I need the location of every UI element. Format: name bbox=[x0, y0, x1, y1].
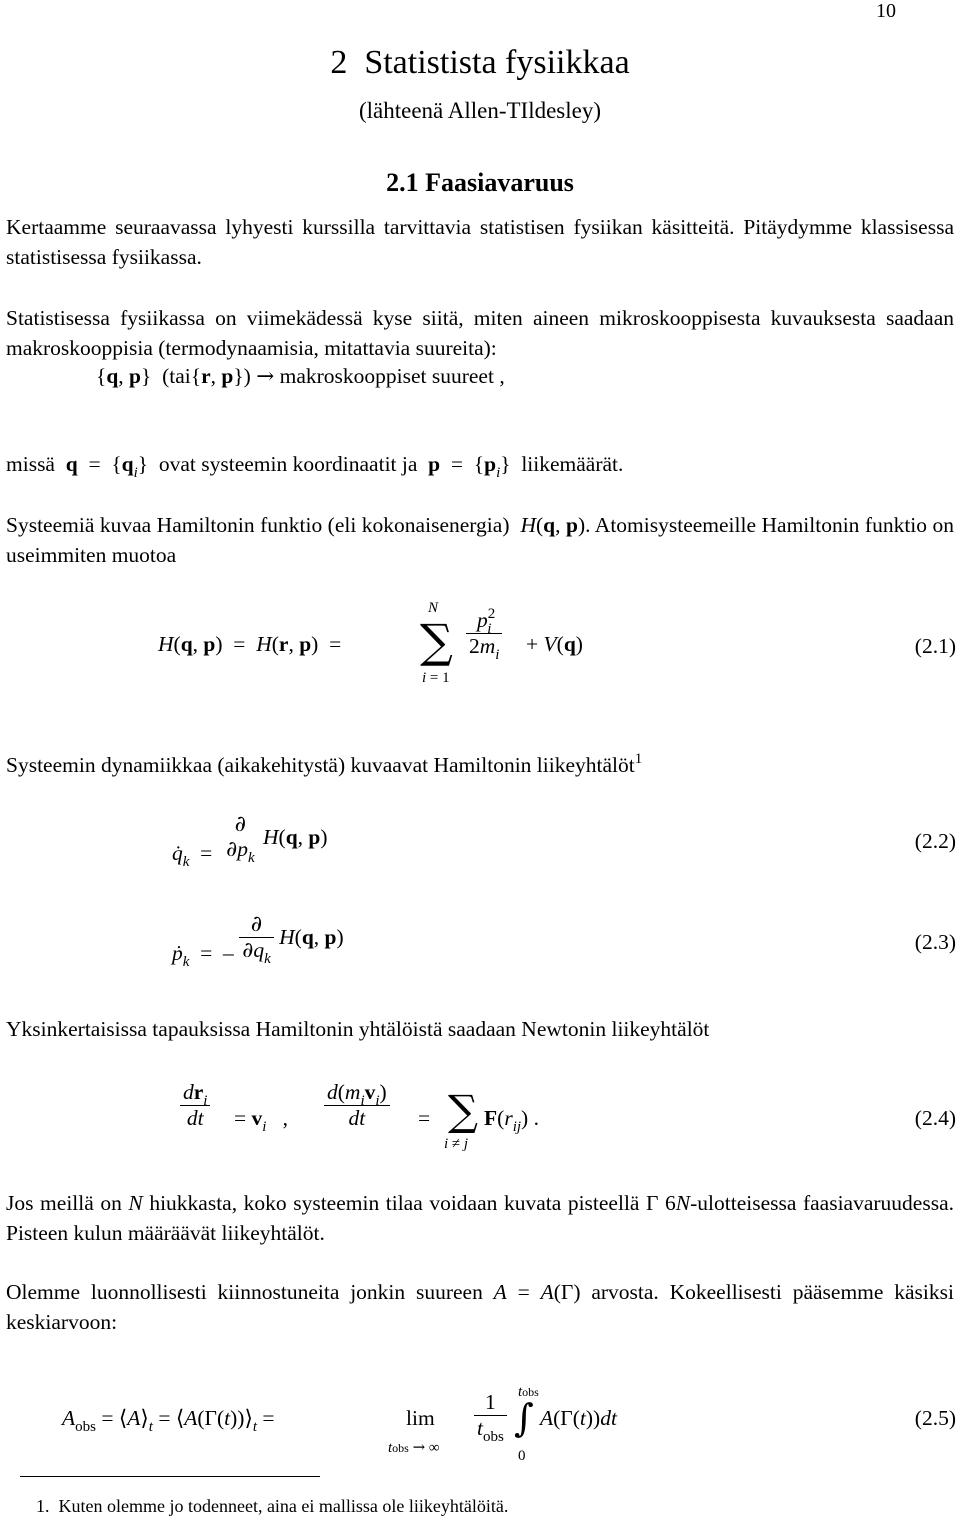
equation-number-2-3: (2.3) bbox=[914, 930, 956, 954]
sum-symbol: ∑ bbox=[420, 614, 453, 668]
footnote-text: Kuten olemme jo todenneet, aina ei mallissa ole liikeyhtälöitä. bbox=[58, 1496, 509, 1516]
chapter-heading bbox=[0, 44, 960, 82]
section-heading bbox=[0, 168, 960, 198]
paragraph-hamiltonian: Systeemiä kuvaa Hamiltonin funktio (eli kokonaisenergia) H(q, p). Atomisysteemeille Hamiltonin funktio on useimmiten muotoa bbox=[6, 513, 955, 567]
equation-2-3: ṗ$_k$ = – $\frac{\partial}{\partial q_k}$ H(q, p) bbox=[172, 912, 344, 971]
paragraph-newton: Yksinkertaisissa tapauksissa Hamiltonin yhtälöistä saadaan Newtonin liikeyhtälöt bbox=[6, 1017, 710, 1041]
paragraph-statistical-physics: Statistisessa fysiikassa on viimekädessä kyse siitä, miten aineen mikroskooppisesta kuvauksesta saadaan makroskooppisia (termodynaamisia, mitattavia suureita): bbox=[6, 306, 954, 360]
footnote-mark: 1. bbox=[36, 1496, 50, 1516]
footnote bbox=[36, 1496, 508, 1517]
paragraph-intro: Kertaamme seuraavassa lyhyesti kurssilla tarvittavia statistisen fysiikan käsitteitä. Pitäydymme klassisessa statistisessa fysiikassa. bbox=[6, 215, 954, 269]
paragraph-average: Olemme luonnollisesti kiinnostuneita jonkin suureen A = A(Γ) arvosta. Kokeellisesti pääsemme käsiksi keskiarvoon: bbox=[6, 1280, 954, 1334]
chapter-source: (lähteenä Allen-TIldesley) bbox=[358, 98, 602, 123]
paragraph-phase-space: Jos meillä on N hiukkasta, koko systeemin tilaa voidaan kuvata pisteellä Γ 6N-ulotteisessa faasiavaruudessa. Pisteen kulun määräävät liikeyhtälöt. bbox=[6, 1191, 954, 1245]
footnote-reference: 1 bbox=[634, 751, 643, 767]
sum-upper-limit: N bbox=[428, 600, 439, 616]
kinetic-fraction: $\frac{p^2_i}{2m_i}$ bbox=[466, 608, 502, 659]
paragraph-dynamics: Systeemin dynamiikkaa (aikakehitystä) kuvaavat Hamiltonin liikeyhtälöt$^1$ bbox=[6, 751, 643, 777]
macro-mapping-expression: {q, p} (tai{r, p}) → makroskooppiset suureet , bbox=[96, 364, 505, 389]
equation-number-2-1: (2.1) bbox=[914, 634, 956, 658]
equation-2-1: H(q, p) = H(r, p) = N ∑ i = 1 $\frac{p^2_i}{2m_i}$ + V(q) bbox=[158, 600, 583, 686]
sum-lower-limit: i = 1 bbox=[422, 670, 450, 686]
paragraph-coordinates: missä $q = \{q_i\}$ ovat systeemin koordinaatit ja $p = \{p_i\}$ liikemäärät. bbox=[6, 452, 624, 481]
section-title: Faasiavaruus bbox=[425, 168, 574, 197]
equation-number-2-4: (2.4) bbox=[914, 1106, 956, 1130]
page-number: 10 bbox=[876, 0, 896, 22]
footnote-rule bbox=[20, 1476, 320, 1477]
equation-2-2: $q̇_k$ = ∂ $\partial p_k$ H(q, p) bbox=[172, 812, 328, 870]
section-number: 2.1 bbox=[386, 168, 419, 197]
equation-number-2-2: (2.2) bbox=[914, 829, 956, 853]
equation-number-2-5: (2.5) bbox=[914, 1406, 956, 1430]
chapter-number: 2 bbox=[330, 44, 348, 81]
chapter-title: Statistista fysiikkaa bbox=[364, 44, 630, 81]
